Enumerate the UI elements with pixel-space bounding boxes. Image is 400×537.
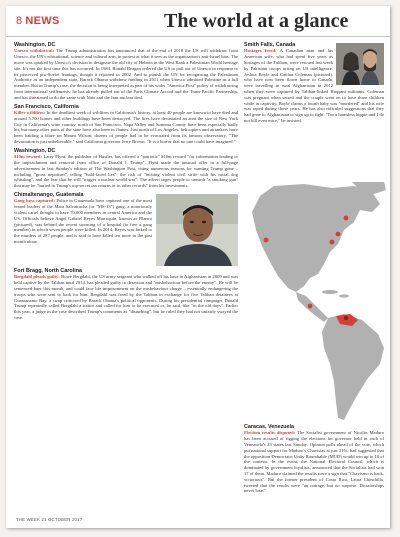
story-guatemala (14, 192, 238, 245)
marker-caracas (344, 316, 348, 320)
story-smith-falls (244, 42, 384, 124)
story-washington-unesco (14, 42, 238, 101)
marker-washington (336, 232, 341, 237)
hostage-couple-photo (336, 43, 384, 85)
page-title: The world at a glance (164, 10, 349, 32)
gang-boss-photo (156, 194, 238, 266)
section-name: NEWS (25, 15, 60, 27)
magazine-page (6, 6, 390, 528)
marker-smith-falls (344, 216, 349, 221)
dateline: Fort Bragg, North Carolina (14, 267, 82, 274)
story-body: A Canadian man and his American wife, who had spent five years as hostages of the Taliban, were rescued last week by Pakistani troops acting on US intelligence. Joshua Boyle and Caitlan Coleman (pictured), who have now been flown home to Canada, were travelling in rural Afghanistan in 2012 when they were captured by Taliban-linked Haqqani militants. Coleman was pregnant when seized and the couple went on to have three children while in captivity. Boyle claims a fourth baby was "murdered" and his wife was raped during those years. He has also ridiculed suggestions that they had gone to Afghanistan to sign up to fight. "I'm a harmless hippie and I do not kill even mice," he insisted. (244, 48, 384, 123)
story-headline: Unesco withdrawal: (14, 48, 55, 54)
page-number: 8 (16, 15, 23, 27)
story-caracas (244, 424, 384, 494)
story-headline: Bergdahl pleads guilty: (14, 274, 60, 280)
story-headline: Hostages freed: (244, 48, 277, 54)
right-column-bottom (244, 424, 384, 514)
story-headline: Gang boss captured: (14, 198, 55, 204)
left-column (14, 42, 238, 514)
americas-map (234, 182, 390, 422)
story-san-francisco (14, 104, 238, 145)
north-america-shape (252, 184, 380, 292)
caribbean-island (339, 294, 349, 297)
story-body: Bowe Bergdahl, the US army sergeant who walked off his base in Afghanistan in 2009 and was held captive by the Taliban until 2014, has pleaded guilty to desertion and "misbehaviour before the enemy". He will be sentenced later this month, and could face life imprisonment on the misbehaviour charge – essentially endangering the troops who were sent to look for him. Bergdahl was freed by the Taliban in exchange for five Taliban detainees at Guantanamo Bay, a swap criticised by Barack Obama's political opponents. During his presidential campaign, Donald Trump repeatedly called Bergdahl a traitor and called for him to be executed or, he said, like "in the old days". Earlier this year, a judge in the case described Trump's comments as "disturbing", but he ruled they had not unfairly swayed the case. (14, 274, 238, 320)
caribbean-island (322, 290, 338, 294)
dateline: Smith Falls, Canada (244, 42, 296, 48)
dateline: Caracas, Venezuela (244, 424, 295, 430)
marker-chimaltenango (308, 304, 313, 309)
dateline: San Francisco, California (14, 103, 79, 110)
dateline: Washington, DC (14, 42, 56, 48)
dateline: Chimaltenango, Guatemala (14, 191, 84, 198)
story-headline: $10m reward: (14, 154, 42, 160)
story-body: The Socialist government of Nicolás Maduro has been accused of rigging the elections for governor held in each of Venezuela's 23 states last Sunday. Opinion polls ahead of the vote, which put national support for Maduro's Chavistas at just 21%, had suggested that the opposition Democratic Unity Roundtable (MUD) would win up to 18 of the contests. In the event, the National Electoral Council, which is dominated by government loyalists, announced that the Socialists had won 17 of them. Maduro claimed the results were a sign that "Chavismo is back, victorious". But the former president of Costa Rica, Laura Chinchilla, tweeted that the results were "an outrage, but no surprise. Dictatorships never lose." (244, 430, 384, 494)
story-body: In the deadliest week of wildfires in California's history, at least 40 people are known to have died and around 5,700 homes and other buildings have been destroyed. The fires have devastated an area the size of New York City in California's wine country, north of San Francisco. Napa Valley and Sonoma County have been especially badly hit, but many other parts of the state have also been in flames. Just north of Los Angeles, helicopters and airtankers have been battling a blaze on Mount Wilson; dozens of people had to be evacuated from its famous observatory. "The devastation is just unbelievable," said California governor Jerry Brown. "It is a horror that no one could have imagined." (14, 109, 238, 144)
marker-san-francisco (264, 238, 269, 243)
story-washington-reward (14, 148, 238, 189)
section-label (16, 15, 60, 27)
south-america-shape (322, 314, 384, 420)
story-headline: Election results disputed: (244, 430, 296, 436)
story-body: Police in Guatemala have captured one of the most feared leaders of the Mara Salvatrucha (or "MS-13") gang, a notoriously violent cartel thought to have 70,000 members in central America and the US. Officials believe Angel Gabriel Reyes Marroquín, known as Blanco (pictured), was behind the recent storming of a hospital (to free a gang member) in which seven people were killed. In 2014, Reyes was linked to the murders of 287 people, and is said to have killed ten more in the past month alone. (14, 198, 152, 244)
page-footer: THE WEEK 21 OCTOBER 2017 (16, 517, 83, 522)
marker-fort-bragg (330, 240, 335, 245)
right-column-top (244, 42, 384, 182)
page-header (6, 6, 390, 37)
dateline: Washington, DC (14, 147, 56, 154)
story-body: The Trump administration has announced that at the end of 2018 the US will withdraw from Unesco, the UN's educational, science and cultural arm, in protest at what it sees as the organisation's anti-Israel bias. The move was sparked by Unesco's decision to designate the old city of Hebron in the West Bank a Palestinian World heritage site. It's not the first time this has occurred. In 1984, Ronald Reagan ordered the US to pull out of Unesco in response to its perceived pro-Soviet leanings, though it rejoined in 2002. And to punish the UN for recognising the Palestinian Authority as an independent state, Barack Obama withdrew funding in 2011 when Unesco admitted Palestine as a full member. But in Trump's case, the decision is being interpreted as part of his wider "America First" policy of withdrawing from international settlements: he has already pulled out of the Paris Climate Accord and the Trans-Pacific Partnership, and has threatened to do the same with Nato and the Iran nuclear deal. (14, 48, 238, 100)
story-body: Larry Flynt, the publisher of Hustler, has offered a "patriotic" $10m reward "for information leading to the impeachment and removal from office of Donald J. Trump". Flynt made the unusual offer in a full-page advertisement in last Sunday's edition of The Washington Post, citing numerous reasons for wanting Trump gone – including "gross nepotism", telling "bald-faced lies", the risk of "inciting violent civil strife with his racial dog whistling", and the fear that he will "trigger a nuclear world war". The advert urges people to unearth "a smoking gun" that may be "buried in Trump's top-secret tax returns or in other records" from his investments. (14, 154, 238, 189)
story-fort-bragg (14, 268, 238, 321)
story-headline: Killer wildfires: (14, 109, 46, 115)
